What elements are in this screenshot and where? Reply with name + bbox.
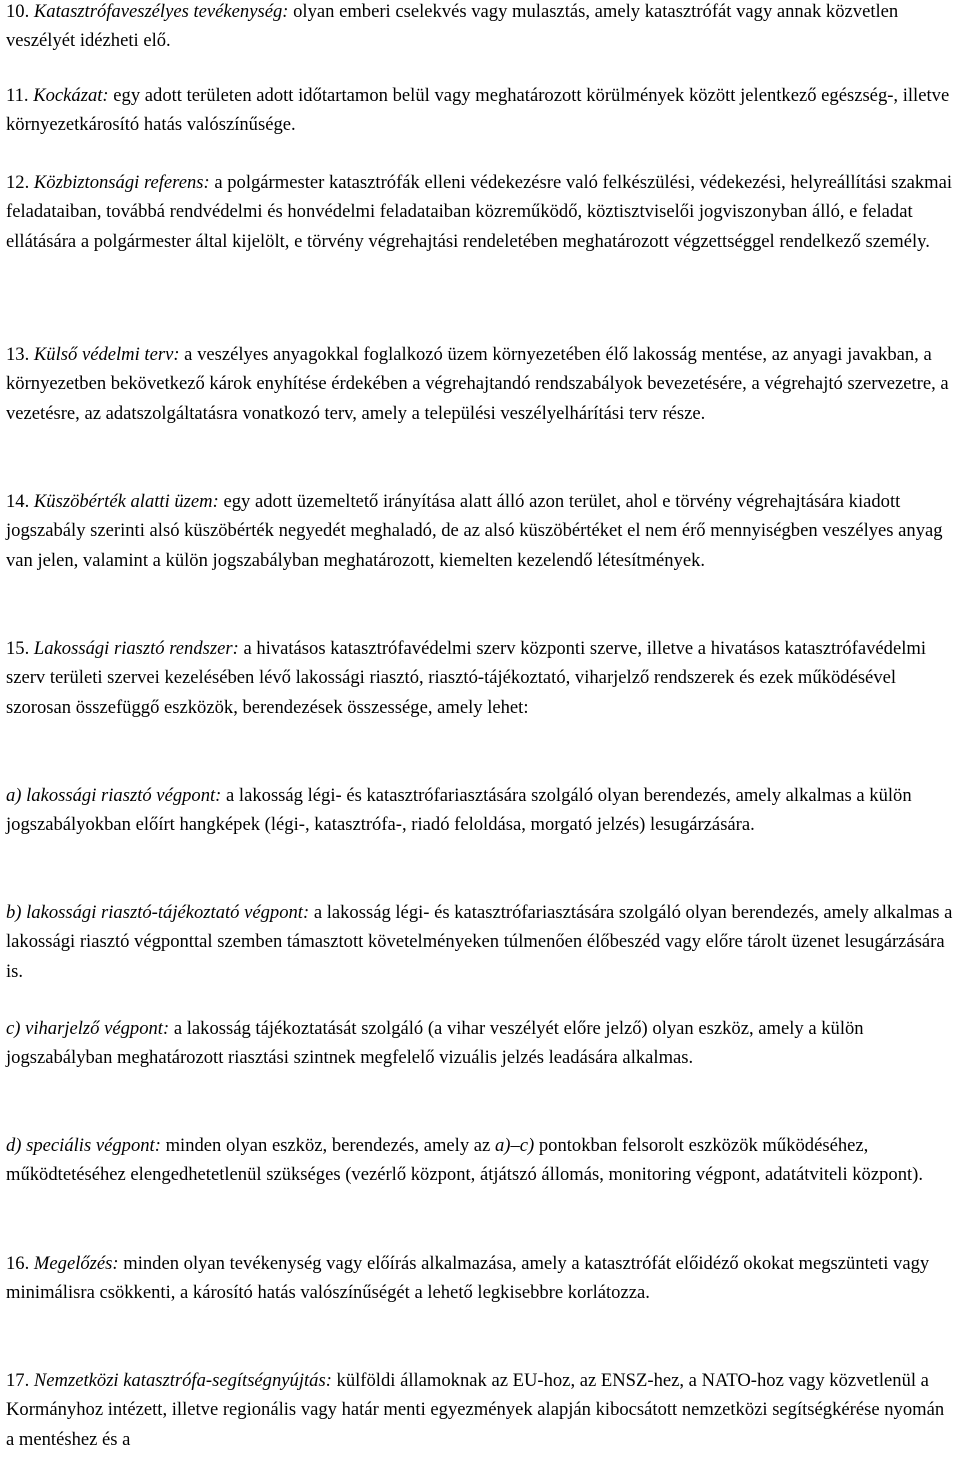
term-kulso-vedelmi-terv: Külső védelmi terv: (33, 344, 180, 365)
definition-text: egy adott területen adott időtartamon belül vagy meghatározott körülmények között jelentkező egészség-, illetve környezetkárosító hatás valószínűsége. (6, 85, 950, 136)
paragraph-number: 16. (6, 1253, 30, 1274)
paragraph-17 (6, 1366, 954, 1454)
definition-text: egy adott üzemeltető irányítása alatt álló azon terület, ahol e törvény végrehajtására kiadott jogszabály szerinti alsó küszöbérték negyedét meghaladó, de az alsó küszöbértéket el nem érő mennyiségben veszélyes anyag van jelen, valamint a külön jogszabályban meghatározott, kiemelten kezelendő létesítmények. (6, 491, 943, 571)
term-lakossagi-riaszto-vegpont: a) lakossági riasztó végpont: (6, 785, 222, 806)
paragraph-14 (6, 487, 954, 575)
paragraph-number: 14. (6, 491, 30, 512)
subparagraph-a (6, 781, 954, 840)
subparagraph-d (6, 1131, 954, 1190)
definition-text-continued: pontokban felsorolt eszközök működéséhez, működtetéséhez elengedhetetlenül szükséges (vezérlő központ, átjátszó állomás, monitoring végpont, adatátviteli központ). (6, 1135, 924, 1186)
point-range-reference: a)–c) (494, 1135, 535, 1156)
definition-text: olyan emberi cselekvés vagy mulasztás, amely katasztrófát vagy annak közvetlen veszélyét idézheti elő. (6, 1, 899, 52)
term-nemzetkozi-katasztrofa-segitsegnyujtas: Nemzetközi katasztrófa-segítségnyújtás: (33, 1370, 332, 1391)
paragraph-16 (6, 1249, 954, 1308)
paragraph-number: 12. (6, 172, 30, 193)
definition-text: a lakosság légi- és katasztrófariasztására szolgáló olyan berendezés, amely alkalmas a lakossági riasztó végponttal szemben támasztott követelményeken túlmenően élőbeszéd vagy előre tárolt üzenet lesugárzására is. (6, 902, 953, 982)
subparagraph-b (6, 898, 954, 986)
definition-text: a lakosság tájékoztatását szolgáló (a vihar veszélyét előre jelző) olyan eszköz, amely a külön jogszabályban meghatározott riasztási szintnek megfelelő vizuális jelzés leadására alkalmas. (6, 1018, 864, 1069)
definition-text: a veszélyes anyagokkal foglalkozó üzem környezetében élő lakosság mentése, az anyagi javakban, a környezetben bekövetkező károk enyhítése érdekében a végrehajtandó rendszabályok bevezetésére, a végrehajtó szervezetre, a vezetésre, az adatszolgáltatásra vonatkozó terv, amely a települési veszélyelhárítási terv része. (6, 344, 949, 424)
definition-text: a lakosság légi- és katasztrófariasztására szolgáló olyan berendezés, amely alkalmas a külön jogszabályokban előírt hangképek (légi-, katasztrófa-, riadó feloldása, morgató jelzés) lesugárzására. (6, 785, 912, 836)
term-lakossagi-riaszto-tajekoztato-vegpont: b) lakossági riasztó-tájékoztató végpont: (6, 902, 310, 923)
definition-text: a hivatásos katasztrófavédelmi szerv központi szerve, illetve a hivatásos katasztrófavédelmi szerv területi szervei kezelésében lévő lakossági riasztó, riasztó-tájékoztató, viharjelző rendszerek és ezek működésével szorosan összefüggő eszközök, berendezések összessége, amely lehet: (6, 638, 927, 718)
term-lakossagi-riaszto-rendszer: Lakossági riasztó rendszer: (33, 638, 239, 659)
term-specialis-vegpont: d) speciális végpont: (6, 1135, 161, 1156)
definition-text: a polgármester katasztrófák elleni védekezésre való felkészülési, védekezési, helyreállítási szakmai feladataiban, továbbá rendvédelmi és honvédelmi feladataiban közreműködő, köztisztviselői jogviszonyban álló, e feladat ellátására a polgármester által kijelölt, e törvény végrehajtási rendeletében meghatározott végzettséggel rendelkező személy. (6, 172, 953, 252)
subparagraph-c (6, 1014, 954, 1073)
paragraph-10 (6, 0, 954, 56)
definition-text: minden olyan tevékenység vagy előírás alkalmazása, amely a katasztrófát előidéző okokat megszünteti vagy minimálisra csökkenti, a károsító hatás valószínűségét a lehető legkisebbre korlátozza. (6, 1253, 930, 1304)
paragraph-12 (6, 168, 954, 256)
term-viharjelzo-vegpont: c) viharjelző végpont: (6, 1018, 170, 1039)
paragraph-13 (6, 340, 954, 428)
paragraph-15 (6, 634, 954, 722)
term-katasztrofaveszelyes-tevekenyseg: Katasztrófaveszélyes tevékenység: (33, 1, 289, 22)
definition-text: külföldi államoknak az EU-hoz, az ENSZ-hez, a NATO-hoz vagy közvetlenül a Kormányhoz intézett, illetve regionális vagy határ menti egyezmények alapján kibocsátott nemzetközi segítségkérése nyomán a mentéshez és a (6, 1370, 945, 1450)
term-kockazat: Kockázat: (33, 85, 109, 106)
paragraph-number: 11. (6, 85, 29, 106)
paragraph-11 (6, 81, 954, 140)
paragraph-number: 13. (6, 344, 30, 365)
paragraph-number: 17. (6, 1370, 30, 1391)
definition-text: minden olyan eszköz, berendezés, amely az (165, 1135, 491, 1156)
term-kuszoberték-alatti-uzem: Küszöbérték alatti üzem: (33, 491, 219, 512)
term-kozbiztonsagi-referens: Közbiztonsági referens: (33, 172, 210, 193)
paragraph-number: 10. (6, 1, 30, 22)
term-megelozes: Megelőzés: (33, 1253, 119, 1274)
paragraph-number: 15. (6, 638, 30, 659)
